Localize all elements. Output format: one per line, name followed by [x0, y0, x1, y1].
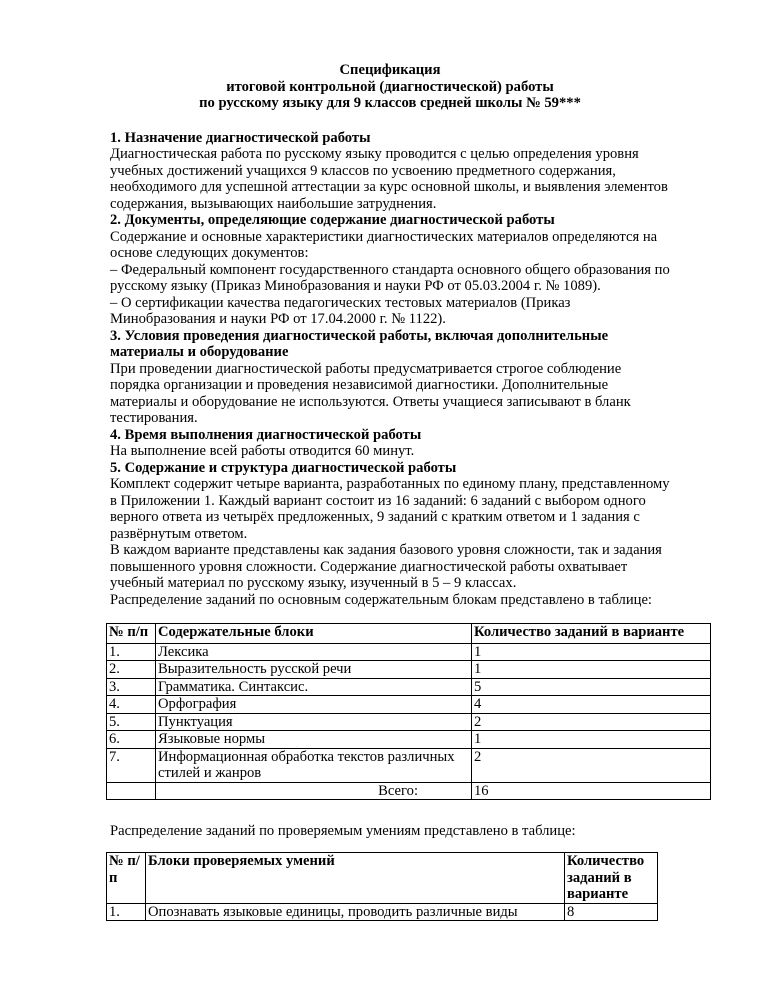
cell-block: Выразительность русской речи [156, 661, 472, 679]
table-row [107, 903, 658, 921]
table-row [107, 661, 711, 679]
cell-block: Орфография [156, 696, 472, 714]
section-paragraph: – О сертификации качества педагогических тестовых материалов (Приказ Минобразования и науки РФ от 17.04.2000 г. № 1122). [110, 294, 571, 327]
cell-number: 2. [107, 661, 156, 679]
column-header-number: № п/п [107, 853, 146, 904]
column-header-skills: Блоки проверяемых умений [146, 853, 565, 904]
section-paragraph: Содержание и основные характеристики диагностических материалов определяются на основе следующих документов: [110, 228, 658, 261]
cell-block: Лексика [156, 643, 472, 661]
section-heading: 2. Документы, определяющие содержание диагностической работы [110, 212, 555, 228]
cell-number: 6. [107, 731, 156, 749]
section-paragraph: При проведении диагностической работы предусматривается строгое соблюдение порядка организации и проведения независимой диагностики. Дополнительные материалы и оборудование не используются. Ответы учащиеся записывают в бланк тестирования. [110, 360, 631, 426]
section-heading: 1. Назначение диагностической работы [110, 129, 371, 146]
column-header-count: Количество заданий в варианте [565, 853, 658, 904]
cell-count: 1 [472, 661, 711, 679]
cell-empty [107, 782, 156, 800]
section-paragraph: Комплект содержит четыре варианта, разработанных по единому плану, представленному в Приложении 1. Каждый вариант состоит из 16 заданий: 6 заданий с выбором одного верного ответа из четырёх предложенных, 9 заданий с кратким ответом и 1 задания с развёрнутым ответом. [110, 476, 670, 542]
cell-count: 1 [472, 643, 711, 661]
cell-number: 5. [107, 713, 156, 731]
document-body [110, 62, 670, 608]
cell-number: 7. [107, 748, 156, 782]
column-header-count: Количество заданий в варианте [472, 624, 711, 644]
section-heading: 4. Время выполнения диагностической работы [110, 426, 422, 443]
section-paragraph: Распределение заданий по основным содержательным блокам представлено в таблице: [110, 591, 652, 608]
content-blocks-table [106, 623, 711, 800]
title-line-2: итоговой контрольной (диагностической) работы [226, 78, 554, 95]
section-2 [110, 212, 670, 328]
cell-number: 3. [107, 678, 156, 696]
document-title [110, 62, 670, 112]
cell-skill: Опознавать языковые единицы, проводить различные виды [146, 903, 565, 921]
table-header-row [107, 853, 658, 904]
table-row [107, 748, 711, 782]
cell-count: 5 [472, 678, 711, 696]
cell-number: 1. [107, 903, 146, 921]
section-5 [110, 460, 670, 609]
cell-block: Языковые нормы [156, 731, 472, 749]
cell-number: 1. [107, 643, 156, 661]
cell-block: Пунктуация [156, 713, 472, 731]
section-paragraph: На выполнение всей работы отводится 60 минут. [110, 443, 415, 459]
cell-count: 8 [565, 903, 658, 921]
cell-block: Грамматика. Синтаксис. [156, 678, 472, 696]
table-total-row [107, 782, 711, 800]
section-4 [110, 427, 670, 460]
table-row [107, 678, 711, 696]
table-row [107, 731, 711, 749]
skills-table-intro: Распределение заданий по проверяемым умениям представлено в таблице: [110, 823, 576, 839]
cell-count: 4 [472, 696, 711, 714]
section-paragraph: Диагностическая работа по русскому языку проводится с целью определения уровня учебных достижений учащихся 9 классов по усвоению предметного содержания, необходимого для успешной аттестации за курс основной школы, и выявления элементов содержания, вызывающих наибольшие затруднения. [110, 146, 668, 212]
title-line-1: Спецификация [339, 62, 441, 78]
title-line-3: по русскому языку для 9 классов средней школы № 59*** [199, 95, 581, 111]
cell-count: 1 [472, 731, 711, 749]
table-row [107, 643, 711, 661]
column-header-blocks: Содержательные блоки [156, 624, 472, 644]
column-header-number: № п/п [107, 624, 156, 644]
cell-number: 4. [107, 696, 156, 714]
section-paragraph: – Федеральный компонент государственного стандарта основного общего образования по русскому языку (Приказ Минобразования и науки РФ от 05.03.2004 г. № 1089). [110, 261, 670, 294]
cell-block: Информационная обработка текстов различных стилей и жанров [156, 748, 472, 782]
table-row [107, 696, 711, 714]
total-value: 16 [472, 782, 711, 800]
section-1 [110, 130, 670, 213]
section-heading: 5. Содержание и структура диагностической работы [110, 459, 457, 476]
section-paragraph: В каждом варианте представлены как задания базового уровня сложности, так и задания повышенного уровня сложности. Содержание диагностической работы охватывает учебный материал по русскому языку, изученный в 5 – 9 классах. [110, 542, 662, 591]
total-label: Всего: [156, 782, 472, 800]
section-heading: 3. Условия проведения диагностической работы, включая дополнительные материалы и оборудование [110, 327, 609, 360]
section-3 [110, 328, 670, 427]
skills-table [106, 852, 658, 921]
table-header-row [107, 624, 711, 644]
cell-count: 2 [472, 748, 711, 782]
cell-count: 2 [472, 713, 711, 731]
table-row [107, 713, 711, 731]
